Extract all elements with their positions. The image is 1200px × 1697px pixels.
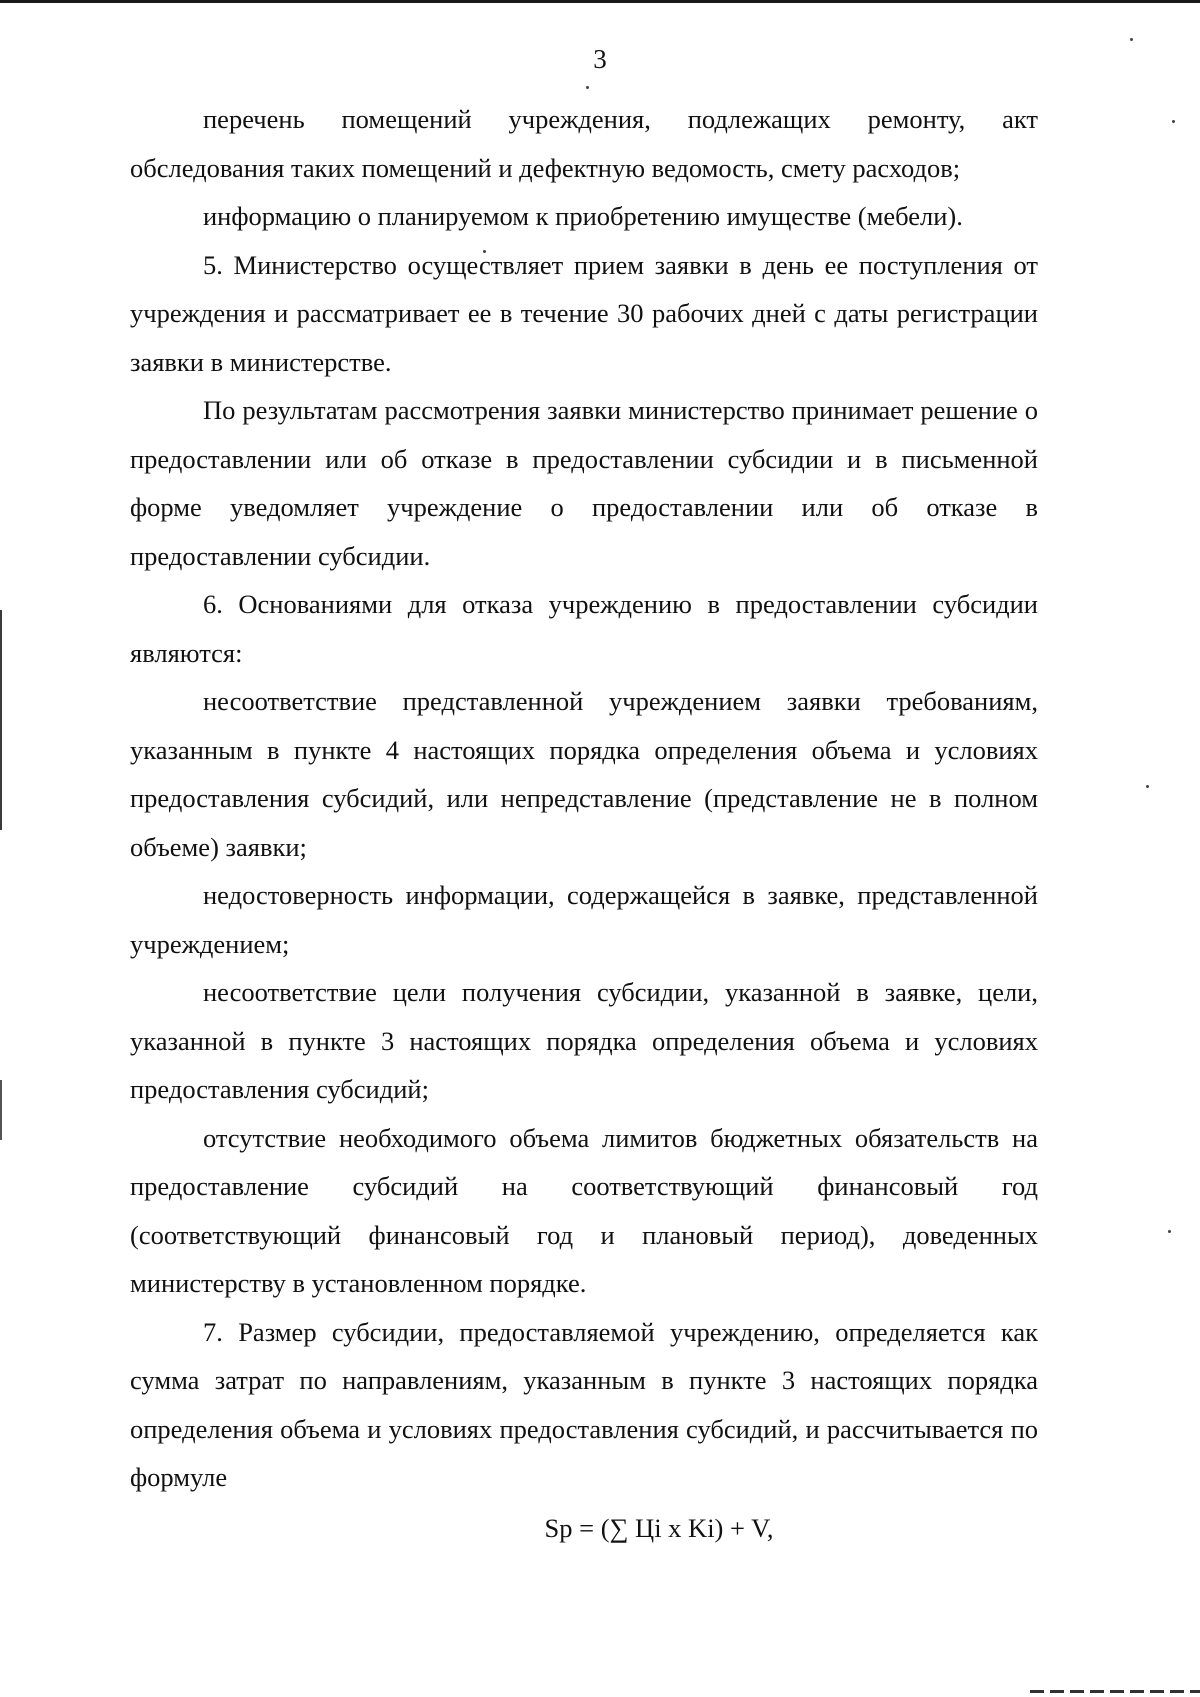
scan-left-mark bbox=[0, 1080, 2, 1140]
paragraph: 6. Основаниями для отказа учреждению в предоставлении субсидии являются: bbox=[130, 589, 1038, 668]
paragraph: несоответствие представленной учреждением заявки требованиям, указанным в пункте 4 настоящих порядка определения объема и условиях предоставления субсидий, или непредставление (представление не в полном объеме) заявки; bbox=[130, 686, 1038, 862]
page-number: 3 bbox=[593, 44, 607, 74]
paragraph: перечень помещений учреждения, подлежащих ремонту, акт обследования таких помещений и дефектную ведомость, смету расходов; bbox=[130, 104, 1038, 183]
paragraph: 7. Размер субсидии, предоставляемой учреждению, определяется как сумма затрат по направлениям, указанным в пункте 3 настоящих порядка определения объема и условиях предоставления субсидий, и рассчитывается по формуле bbox=[130, 1316, 1038, 1492]
scan-speck bbox=[1172, 120, 1175, 123]
paragraph: отсутствие необходимого объема лимитов бюджетных обязательств на предоставление субсидий на соответствующий финансовый год (соответствующий финансовый год и плановый период), доведенных министерству в установленном порядке. bbox=[130, 1122, 1038, 1298]
scan-top-border bbox=[0, 0, 1200, 3]
scan-bottom-mark bbox=[1030, 1690, 1200, 1693]
paragraph: информацию о планируемом к приобретению имуществе (мебели). bbox=[203, 201, 963, 231]
scan-speck bbox=[1146, 785, 1149, 788]
paragraph: недостоверность информации, содержащейся в заявке, представленной учреждением; bbox=[130, 880, 1038, 959]
paragraph: несоответствие цели получения субсидии, указанной в заявке, цели, указанной в пункте 3 настоящих порядка определения объема и условиях предоставления субсидий; bbox=[130, 977, 1038, 1104]
scan-speck bbox=[1168, 1230, 1171, 1233]
formula: Sp = (∑ Цi x Ki) + V, bbox=[544, 1512, 774, 1543]
paragraph: По результатам рассмотрения заявки министерство принимает решение о предоставлении или об отказе в предоставлении субсидии и в письменной форме уведомляет учреждение о предоставлении или об отказе в предоставлении субсидии. bbox=[130, 395, 1038, 571]
document-body bbox=[130, 95, 1038, 1552]
scan-speck bbox=[586, 86, 589, 89]
scan-left-mark bbox=[0, 610, 2, 830]
scan-speck bbox=[1130, 38, 1133, 41]
paragraph: 5. Министерство осуществляет прием заявки в день ее поступления от учреждения и рассматривает ее в течение 30 рабочих дней с даты регистрации заявки в министерстве. bbox=[130, 249, 1038, 377]
